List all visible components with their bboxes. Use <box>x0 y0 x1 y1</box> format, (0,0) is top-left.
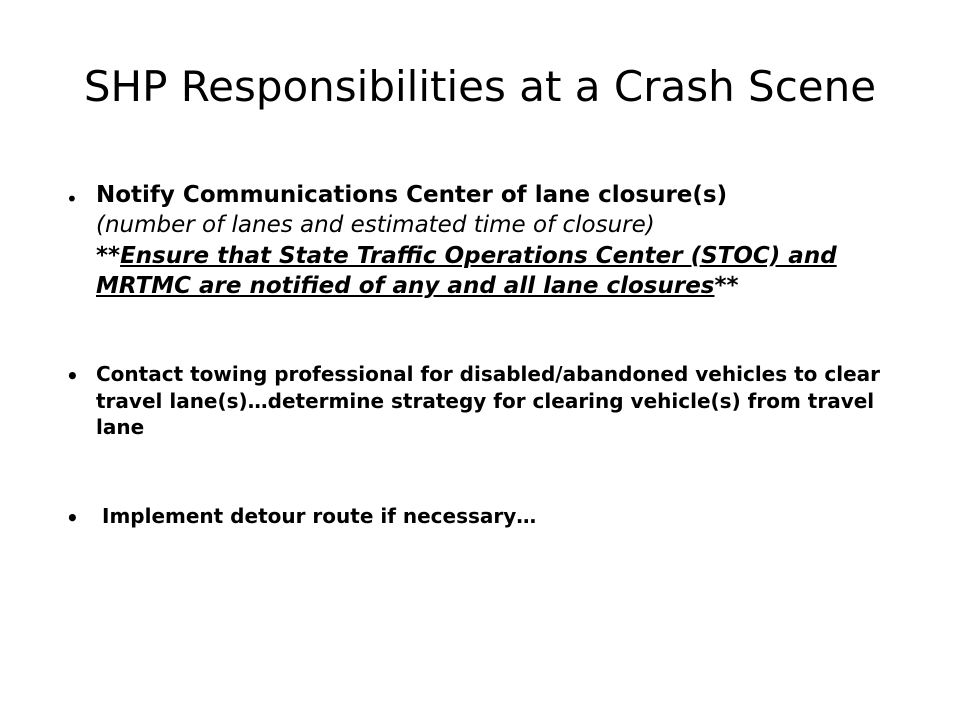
bullet-item-notify <box>66 180 886 301</box>
bullet-dot-icon: • <box>66 364 79 389</box>
bullet-towing-text: Contact towing professional for disabled/abandoned vehicles to clear travel lane(s)…determine strategy for clearing vehicle(s) from travel lane <box>96 362 881 440</box>
emphasis-suffix: ** <box>714 273 739 300</box>
bullet-item-detour <box>66 503 886 529</box>
emphasis-prefix: ** <box>96 242 121 269</box>
bullet-item-towing <box>66 361 886 440</box>
emphasis-underlined-text: Ensure that State Traffic Operations Center (STOC) and MRTMC are notified of any and all lane closures <box>96 242 837 300</box>
bullet-list <box>66 180 886 529</box>
bullet-emphasis <box>96 243 837 299</box>
bullet-dot-icon: • <box>66 187 78 211</box>
bullet-detour-text: Implement detour route if necessary… <box>102 503 537 528</box>
bullet-lead-text: Notify Communications Center of lane closure(s) <box>96 182 728 208</box>
bullet-detail-text: (number of lanes and estimated time of closure) <box>96 212 655 239</box>
bullet-dot-icon: • <box>66 505 79 530</box>
slide-title: SHP Responsibilities at a Crash Scene <box>83 62 877 111</box>
